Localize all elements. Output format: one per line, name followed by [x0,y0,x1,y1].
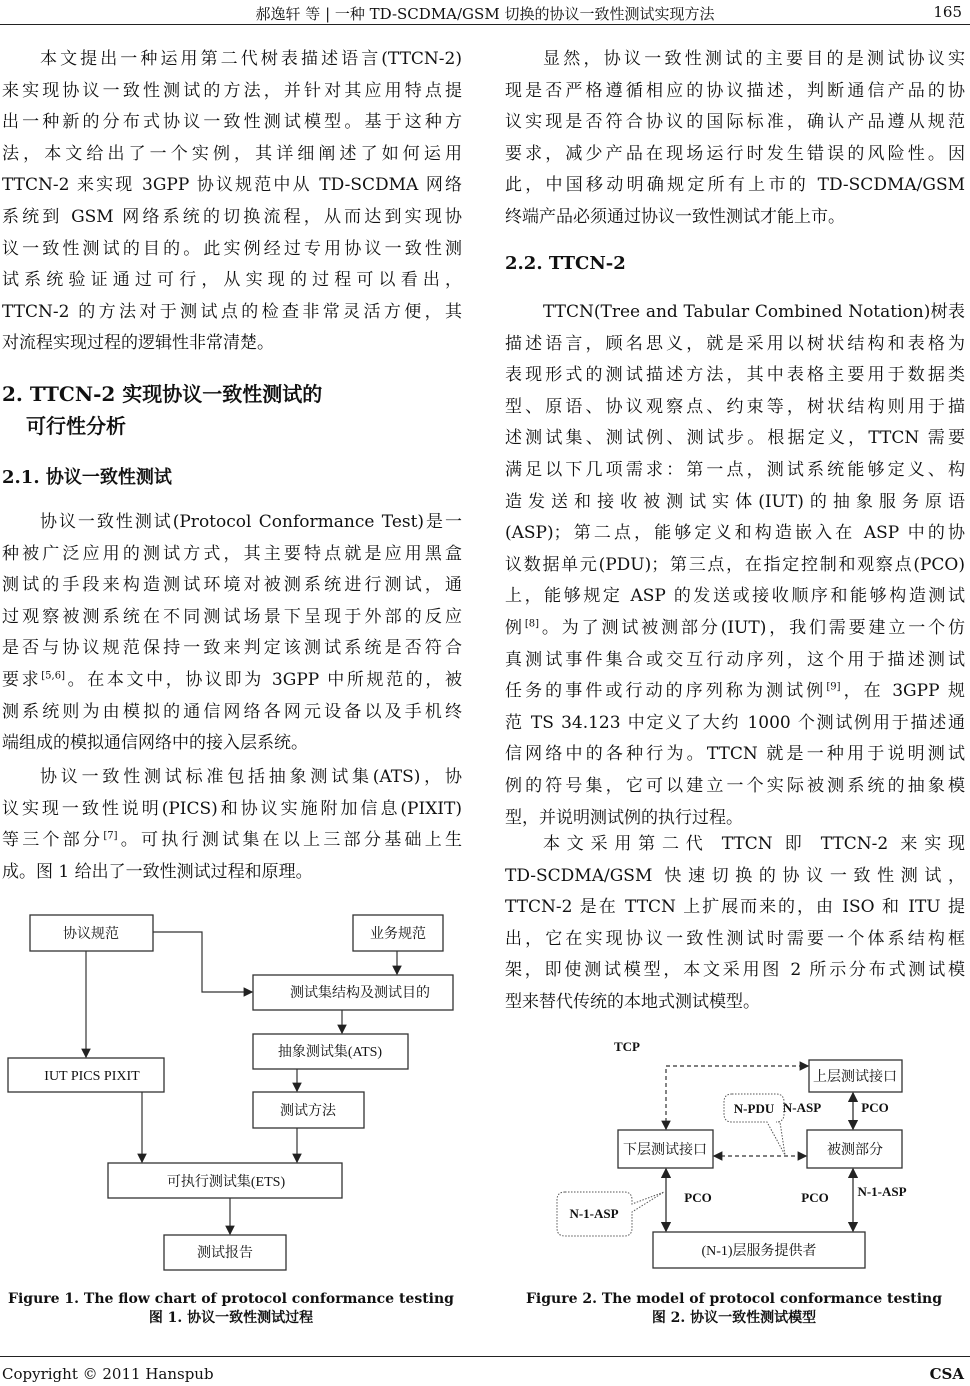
label-protocol-spec: 协议规范 [63,927,119,942]
figure-1-flowchart [0,900,480,1290]
header-rule [0,24,970,25]
figure-2-model [540,1030,920,1285]
caption-en: Figure 1. The flow chart of protocol conformance testing [8,1291,454,1307]
text-segment: 造发送和接收被测试实体(IUT)的抽象服务原语 [505,491,965,512]
heading-line-2: 可行性分析 [26,414,126,438]
heading-line-1: 2. TTCN-2 实现协议一致性测试的 [2,382,323,406]
text-segment: 真测试事件集合或交互行动序列，这个用于描述测试 [505,649,965,670]
text-line [505,455,965,487]
text-line [505,924,965,956]
text-segment: 型来替代传统的本地式测试模型。 [505,991,760,1012]
text-segment: 过观察被测系统在不同测试场景下呈现于外部的反应 [2,606,462,627]
text-segment: 来实现协议一致性测试的方法，并针对其应用特点提 [2,80,462,101]
text-line [2,297,462,329]
copyright: Copyright © 2011 Hanspub [2,1365,214,1383]
text-segment: 是否与协议规范保持一致来判定该测试系统是否符合 [2,638,462,659]
text-segment: 测系统则为由模拟的通信网络各网元设备以及手机终 [2,701,462,722]
text-line [505,360,965,392]
text-segment: 对流程实现过程的逻辑性非常清楚。 [2,333,274,354]
text-line [505,170,965,202]
text-segment: 议数据单元(PDU)；第三点，在指定控制和观察点(PCO) [505,554,965,575]
paragraph-ttcn2 [505,829,965,1019]
text-segment: 法，本文给出了一个实例，其详细阐述了如何运用 [2,143,462,164]
text-segment: 试系统验证通过可行，从实现的过程可以看出， [2,270,462,291]
text-line [505,955,965,987]
text-line [505,829,965,861]
caption-en: Figure 2. The model of protocol conformance testing [525,1291,943,1307]
text-line [505,861,965,893]
text-line [505,550,965,582]
text-line [505,44,965,76]
text-segment: (ASP)；第二点，能够定义和构造嵌入在 ASP 中的协 [505,523,965,544]
text-line [2,265,462,297]
figure-1-caption [0,1290,462,1328]
citation-ref: [5,6] [41,670,65,682]
text-segment: 表现形式的测试描述方法，其中表格主要用于数据类 [505,365,965,386]
text-line [505,708,965,740]
text-line [505,423,965,455]
label-n1asp-callout: N-1-ASP [569,1206,619,1221]
text-line [2,602,462,634]
text-segment: 协议一致性测试(Protocol Conformance Test)是一 [40,512,462,532]
text-line [505,645,965,677]
text-line [505,297,965,329]
text-line [2,539,462,571]
text-line [505,676,965,708]
text-segment: 协议一致性测试标准包括抽象测试集(ATS)，协 [40,767,462,787]
text-line [2,170,462,202]
text-line [2,665,462,697]
text-line [2,728,462,760]
label-test-method: 测试方法 [280,1104,336,1119]
text-segment: 本文采用第二代 TTCN 即 TTCN-2 来实现 [543,834,965,854]
figure-2-caption [500,1290,968,1328]
text-segment: 满足以下几项需求：第一点，测试系统能够定义、构 [505,459,965,480]
text-line [505,739,965,771]
text-segment: 。为了测试被测部分(IUT)，我们需要建立一个仿 [539,617,965,638]
paragraph-conformance [2,507,462,760]
label-iut: 被测部分 [827,1143,883,1158]
text-line [505,987,965,1019]
text-line [505,892,965,924]
text-segment: 议实现是否符合协议的国际标准，确认产品遵从规范 [505,112,965,133]
text-segment: 终端产品必须通过协议一致性测试才能上市。 [505,206,845,227]
text-segment: 架，即使测试模型，本文采用图 2 所示分布式测试模 [505,960,965,981]
text-line [2,234,462,266]
text-segment: 出一种新的分布式协议一致性测试模型。基于这种方 [2,112,462,133]
text-line [2,794,462,826]
text-segment: 任务的事件或行动的序列称为测试例 [505,681,827,702]
text-line [2,139,462,171]
page-number: 165 [933,3,962,21]
text-segment: 要求 [2,669,42,690]
arrow-spec-to-suite [153,932,252,992]
text-segment: 范 TS 34.123 中定义了大约 1000 个测试例用于描述通 [505,712,965,733]
text-line [2,570,462,602]
text-segment: TD-SCDMA/GSM 快速切换的协议一致性测试， [505,865,965,886]
paragraph-standard [2,762,462,888]
text-segment: 系统到 GSM 网络系统的切换流程，从而达到实现协 [2,206,462,227]
text-segment: 议一致性测试的目的。此实例经过专用协议一致性测 [2,238,462,259]
text-segment: TTCN(Tree and Tabular Combined Notation)树表 [543,302,965,322]
text-segment: 成。图 1 给出了一致性测试过程和原理。 [2,861,313,882]
text-segment: 要求，减少产品在现场运行时发生错误的风险性。因 [505,143,965,164]
label-suite-structure: 测试集结构及测试目的 [290,986,430,1001]
text-segment: TTCN-2 来实现 3GPP 协议规范中从 TD-SCDMA 网络 [2,175,462,196]
text-line [2,857,462,889]
text-line [505,392,965,424]
label-service-spec: 业务规范 [370,927,426,942]
paragraph-purpose [505,44,965,234]
text-line [505,202,965,234]
label-upper-tester: 上层测试接口 [813,1070,897,1085]
text-segment: 出，它在实现协议一致性测试时需要一个体系结构框 [505,928,965,949]
paragraph-ttcn [505,297,965,834]
label-service-provider: (N-1)层服务提供者 [701,1244,817,1259]
text-segment: 例 [505,617,525,638]
section-heading-2-1: 2.1. 协议一致性测试 [2,467,172,488]
text-segment: 此，中国移动明确规定所有上市的 TD-SCDMA/GSM [505,175,965,196]
section-heading-2 [2,378,322,442]
label-pco-right: PCO [801,1190,829,1205]
text-line [505,613,965,645]
label-tcp: TCP [614,1039,640,1054]
text-line [505,487,965,519]
text-line [2,328,462,360]
text-segment: ，在 3GPP 规 [840,681,965,702]
text-line [505,518,965,550]
citation-ref: [9] [826,681,841,693]
section-heading-2-2: 2.2. TTCN-2 [505,253,626,274]
paragraph-intro [2,44,462,360]
text-line [2,762,462,794]
text-segment: 端组成的模拟通信网络中的接入层系统。 [2,733,308,754]
text-line [505,76,965,108]
text-segment: 。在本文中，协议即为 3GPP 中所规范的，被 [64,669,462,690]
label-ets: 可执行测试集(ETS) [166,1175,286,1190]
caption-zh: 图 1. 协议一致性测试过程 [148,1310,314,1326]
text-segment: 型，并说明测试例的执行过程。 [505,807,743,828]
footer-rule [0,1356,970,1357]
page-header [0,0,970,26]
text-line [505,139,965,171]
text-segment: 种被广泛应用的测试方式，其主要特点就是应用黑盒 [2,543,462,564]
label-iut-pics-pixit: IUT PICS PIXIT [44,1069,140,1084]
text-line [505,107,965,139]
text-line [2,202,462,234]
text-line [2,507,462,539]
caption-zh: 图 2. 协议一致性测试模型 [651,1310,817,1326]
text-segment: 。可执行测试集在以上三部分基础上生 [117,830,463,851]
label-ats: 抽象测试集(ATS) [277,1045,383,1060]
label-nasp: N-ASP [782,1100,822,1115]
label-npdu: N-PDU [733,1101,775,1116]
text-segment: 信网络中的各种行为。TTCN 就是一种用于说明测试 [505,744,965,765]
text-segment: 现是否严格遵循相应的协议描述，判断通信产品的协 [505,80,965,101]
text-segment: 述测试集、测试例、测试步。根据定义，TTCN 需要 [505,428,965,449]
text-segment: 型、原语、协议观察点、约束等，树状结构则用于描 [505,396,965,417]
label-pco-left: PCO [684,1190,712,1205]
text-segment: 显然，协议一致性测试的主要目的是测试协议实 [543,49,965,69]
text-line [2,107,462,139]
label-lower-tester: 下层测试接口 [623,1143,707,1158]
text-segment: 例的符号集，它可以建立一个实际被测系统的抽象模 [505,775,965,796]
text-line [2,825,462,857]
text-line [505,581,965,613]
text-segment: TTCN-2 的方法对于测试点的检查非常灵活方便，其 [2,301,462,322]
text-line [2,76,462,108]
label-pco-top: PCO [861,1100,889,1115]
text-line [505,329,965,361]
text-segment: 等三个部分 [2,830,104,851]
citation-ref: [8] [524,618,540,630]
text-line [505,771,965,803]
text-segment: 描述语言，顾名思义，就是采用以树状结构和表格为 [505,333,965,354]
journal-name: CSA [929,1365,964,1383]
text-segment: 测试的手段来构造测试环境对被测系统进行测试，通 [2,575,462,596]
text-line [2,44,462,76]
running-title: 郝逸轩 等 | 一种 TD-SCDMA/GSM 切换的协议一致性测试实现方法 [255,5,715,23]
label-n1asp-right: N-1-ASP [857,1184,907,1199]
text-segment: 本文提出一种运用第二代树表描述语言(TTCN-2) [40,49,462,69]
citation-ref: [7] [103,830,118,842]
text-segment: TTCN-2 是在 TTCN 上扩展而来的，由 ISO 和 ITU 提 [505,897,965,918]
label-test-report: 测试报告 [197,1246,253,1261]
text-segment: 上，能够规定 ASP 的发送或接收顺序和能够构造测试 [505,586,965,607]
text-segment: 议实现一致性说明(PICS)和协议实施附加信息(PIXIT) [2,798,462,819]
text-line [2,697,462,729]
text-line [2,633,462,665]
